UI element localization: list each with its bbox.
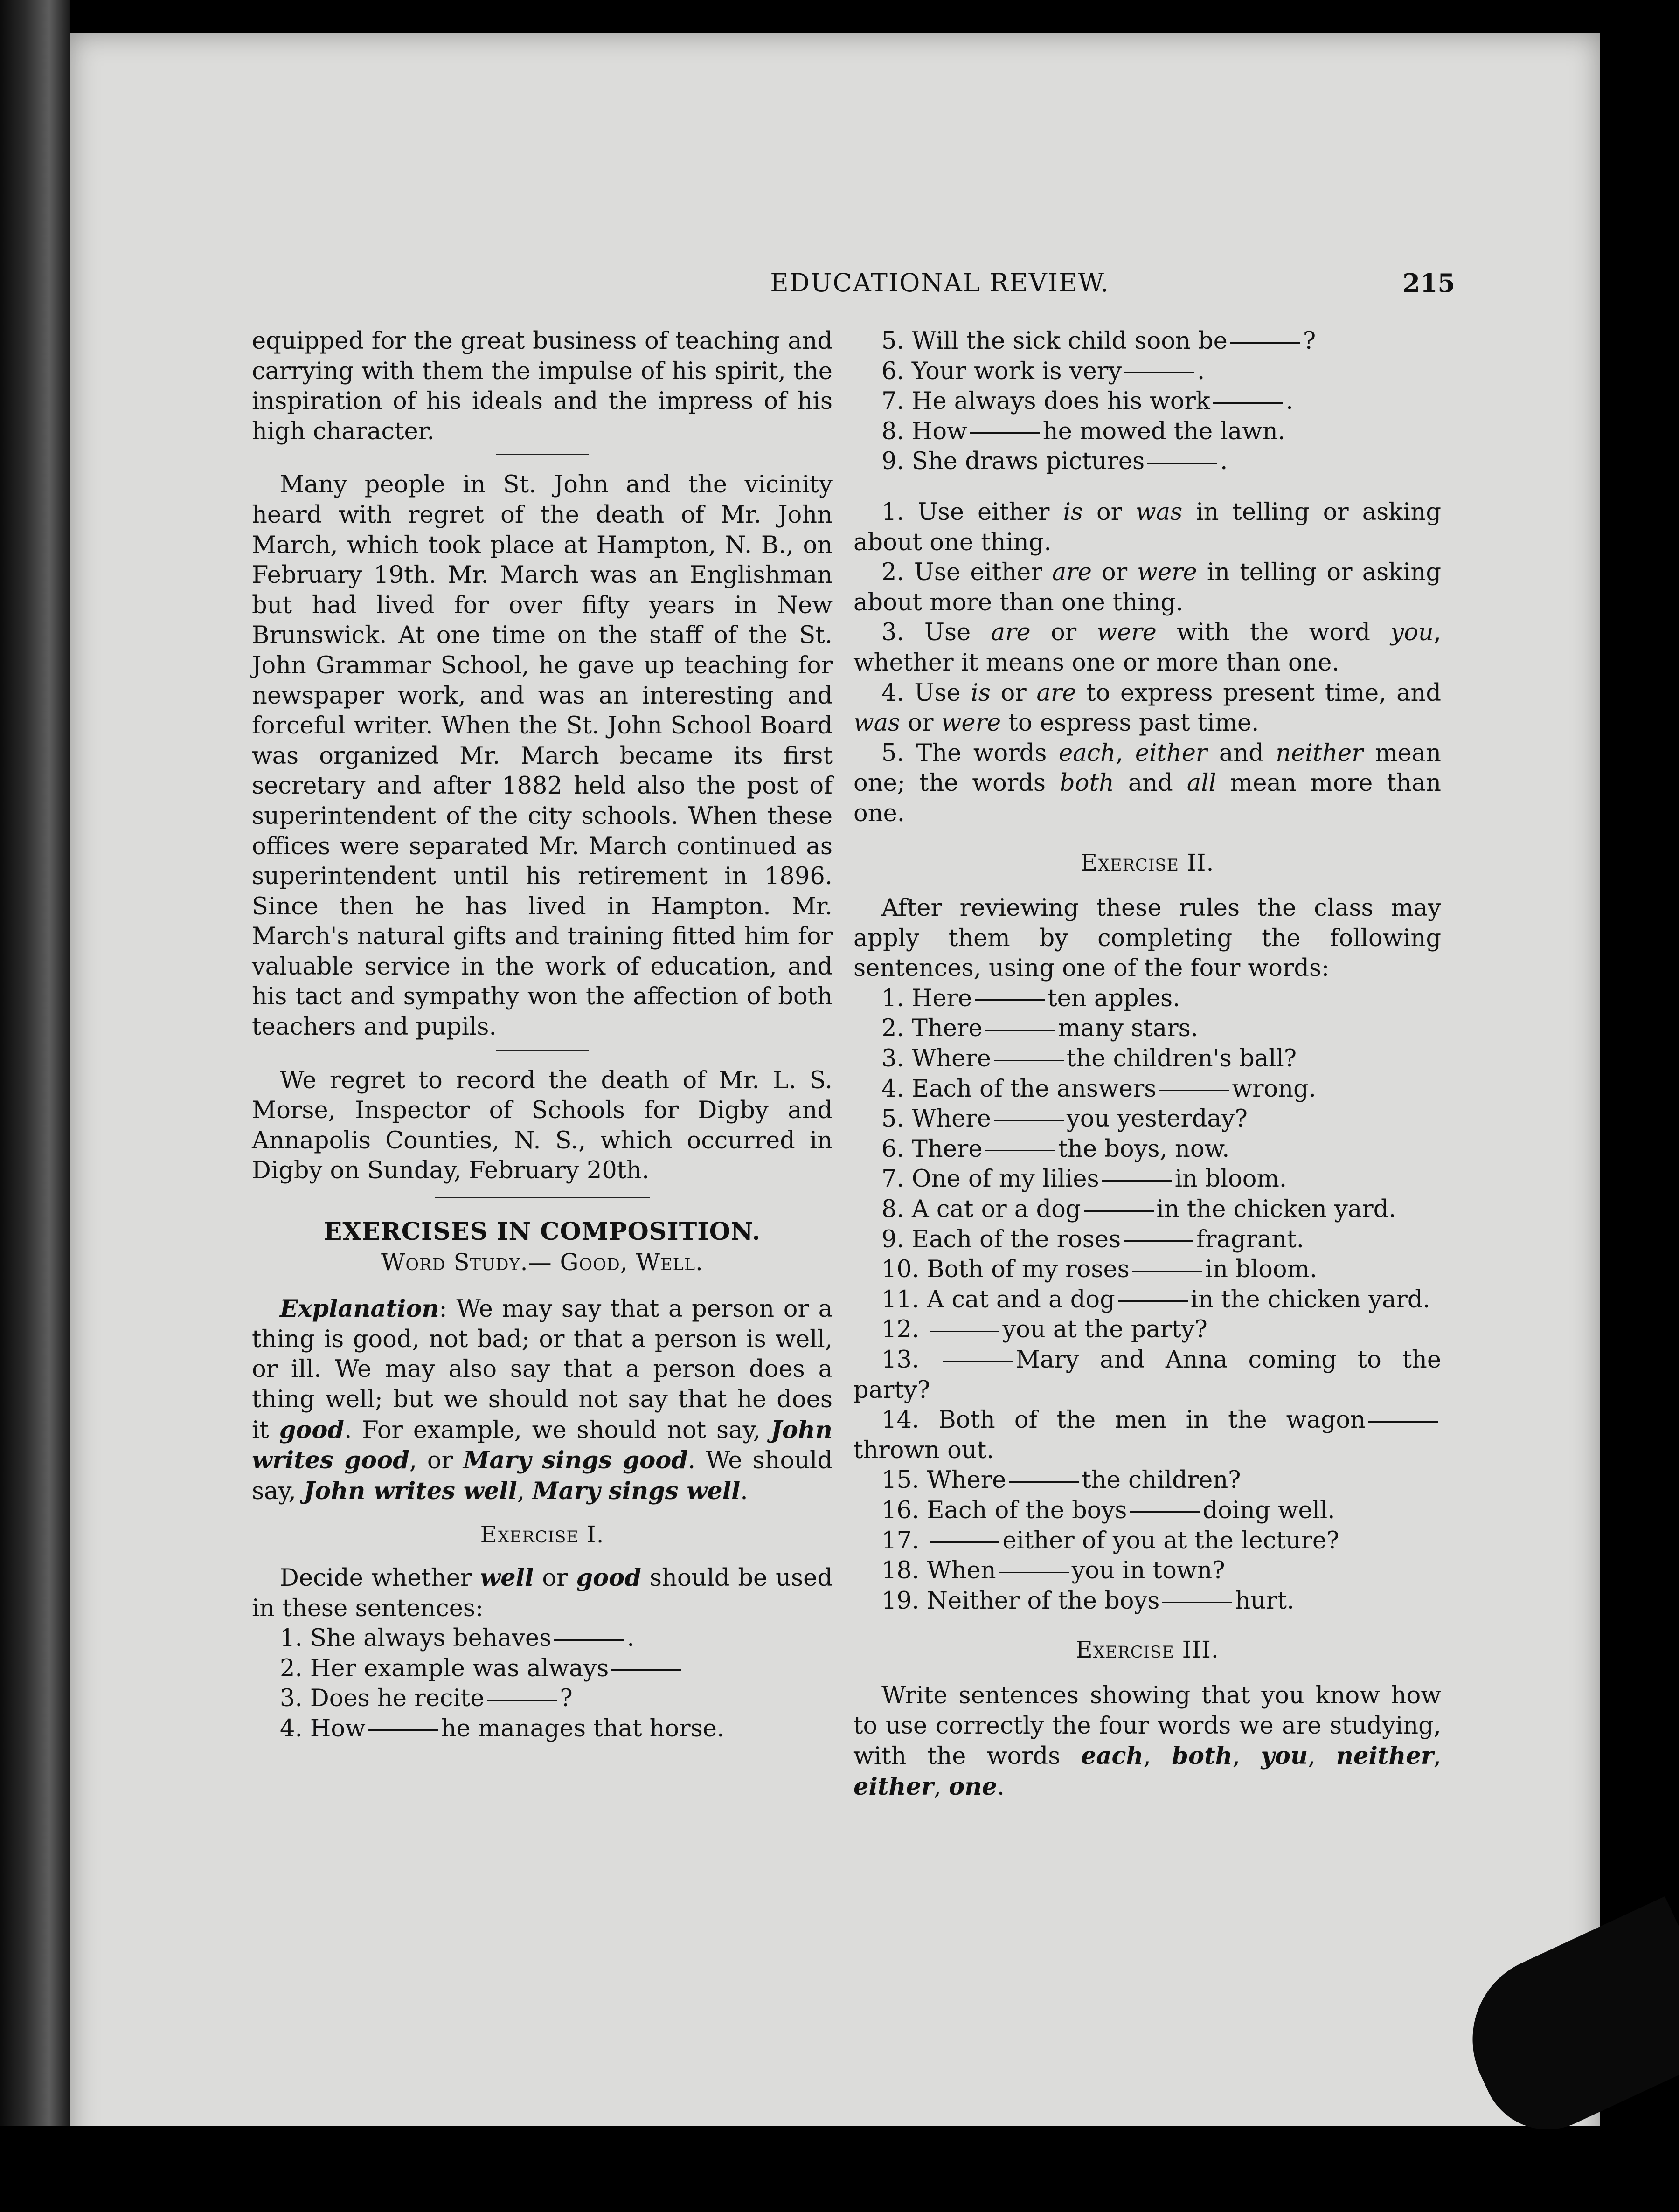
example-phrase: Mary sings good <box>463 1446 688 1475</box>
item-number: 12. <box>881 1316 920 1344</box>
explanation-text: . For example, we should not say, <box>344 1416 771 1444</box>
rule-word: was <box>853 709 901 737</box>
choice-word: well <box>480 1563 534 1592</box>
rule-word: were <box>1096 619 1157 647</box>
rule-word: was <box>1136 498 1183 526</box>
item-text: When <box>927 1557 996 1585</box>
item-text: Where <box>911 1105 991 1133</box>
rule-word: is <box>971 679 991 707</box>
explanation-text: , or <box>409 1447 463 1475</box>
item-text: There <box>911 1135 983 1163</box>
list-item <box>252 1714 833 1744</box>
answer-blank <box>1147 463 1217 464</box>
left-column <box>252 326 833 1744</box>
exercise-3-text: Write sentences showing that you know how to use correctly the four words we are studying, with the words each, both, you, neither, either, one. <box>853 1681 1441 1801</box>
answer-blank <box>1159 1090 1229 1091</box>
answer-blank <box>1230 342 1300 344</box>
rule-word: all <box>1186 769 1216 797</box>
exercise-text: . <box>997 1773 1005 1801</box>
item-number: 5. <box>881 327 904 355</box>
usage-rules <box>853 498 1441 829</box>
item-text: ? <box>1303 327 1316 355</box>
item-text: Neither of the boys <box>927 1587 1160 1615</box>
answer-blank <box>611 1669 681 1671</box>
item-text: . <box>1220 448 1228 476</box>
item-text: Both of my roses <box>927 1256 1130 1284</box>
rule-text: or <box>1082 498 1136 526</box>
example-phrase: John writes well <box>304 1477 517 1505</box>
paragraph-morse-obituary: We regret to record the death of Mr. L. S. Morse, Inspector of Schools for Digby and Annapolis Counties, N. S., which occurred in Digby on Sunday, February 20th. <box>252 1066 833 1185</box>
rule-item <box>853 498 1441 558</box>
rule-text: to espress past time. <box>1001 709 1259 737</box>
item-text: you yesterday? <box>1066 1105 1248 1133</box>
rule-text: Use <box>914 679 971 707</box>
page-header <box>653 268 1455 305</box>
explanation-text: . We should say, <box>252 1447 833 1505</box>
item-text: you at the party? <box>1002 1316 1207 1344</box>
item-text: ? <box>560 1685 573 1713</box>
list-item <box>853 1315 1441 1345</box>
item-number: 18. <box>881 1557 920 1585</box>
item-number: 3. <box>280 1685 303 1713</box>
target-word: both <box>1172 1742 1233 1770</box>
rule-text: or <box>990 679 1037 707</box>
rule-word: are <box>1036 679 1076 707</box>
rule-text: with the word <box>1156 619 1391 647</box>
item-text: in bloom. <box>1174 1165 1287 1193</box>
example-phrase: Mary sings well <box>532 1477 741 1505</box>
answer-blank <box>1130 1511 1200 1513</box>
answer-blank <box>970 432 1040 434</box>
rule-number: 3. <box>881 619 904 647</box>
explanation-text: . <box>740 1477 748 1505</box>
item-text: . <box>1197 357 1205 385</box>
item-number: 7. <box>881 1165 904 1193</box>
target-word: each <box>1081 1742 1144 1770</box>
rule-number: 4. <box>881 679 904 707</box>
answer-blank <box>985 1030 1055 1031</box>
rule-item <box>853 558 1441 618</box>
exercise-2-title: Exercise II. <box>1080 849 1214 876</box>
rule-word: are <box>1052 559 1092 587</box>
list-item <box>853 1496 1441 1526</box>
rule-number: 1. <box>881 498 904 526</box>
exercise-3-title: Exercise III. <box>1075 1636 1219 1664</box>
item-text: in the chicken yard. <box>1190 1286 1430 1313</box>
word-study-heading: Word Study.— Good, Well. <box>381 1248 703 1276</box>
example-phrase: John writes good <box>252 1416 833 1475</box>
item-number: 4. <box>280 1714 303 1742</box>
item-text: A cat or a dog <box>911 1196 1081 1224</box>
exercise-text: Write sentences showing that you know how to use correctly the four words we are studying, with the words <box>853 1681 1441 1770</box>
list-item <box>853 326 1441 357</box>
example-word: good <box>279 1416 345 1444</box>
explanation-label: Explanation <box>280 1295 439 1323</box>
rule-item <box>853 739 1441 829</box>
answer-blank <box>1102 1180 1172 1182</box>
list-item <box>853 1074 1441 1105</box>
item-text: . <box>1285 387 1294 415</box>
item-text: he manages that horse. <box>441 1714 725 1742</box>
list-item <box>853 1465 1441 1496</box>
rule-text: , whether it means one or more than one. <box>853 619 1442 677</box>
explanation-text: : We may say that a person or a thing is good, not bad; or that a person is well, or ill. We may also say that a person does a thing well; but we should not say that he does it <box>252 1295 833 1444</box>
book-spine <box>0 0 70 2212</box>
item-number: 10. <box>881 1256 920 1284</box>
rule-text: mean one; the words <box>853 739 1441 797</box>
item-text: in bloom. <box>1205 1256 1318 1284</box>
exercise-1-list-continued <box>853 326 1441 477</box>
page-number: 215 <box>1402 268 1455 298</box>
rule-item <box>853 618 1441 678</box>
item-number: 4. <box>881 1075 904 1103</box>
item-number: 8. <box>881 417 904 445</box>
rule-item <box>853 678 1441 739</box>
item-number: 1. <box>280 1624 303 1652</box>
item-number: 5. <box>881 1105 904 1133</box>
target-word: either <box>853 1772 934 1801</box>
item-number: 14. <box>881 1406 920 1434</box>
item-text: many stars. <box>1058 1015 1198 1043</box>
item-number: 1. <box>881 984 904 1012</box>
rule-text: or <box>900 709 941 737</box>
item-text: She draws pictures <box>911 448 1145 476</box>
rule-text: and <box>1207 739 1276 767</box>
target-word: neither <box>1336 1742 1434 1770</box>
list-item <box>853 387 1441 417</box>
item-text: doing well. <box>1202 1496 1335 1524</box>
list-item <box>853 1134 1441 1165</box>
divider <box>496 454 589 455</box>
item-number: 2. <box>280 1654 303 1682</box>
rule-word: both <box>1060 769 1114 797</box>
paragraph-continued: equipped for the great business of teaching and carrying with them the impulse of his spirit, the inspiration of his ideals and the impress of his high character. <box>252 327 833 445</box>
target-word: one <box>949 1772 997 1801</box>
rule-word: are <box>991 619 1031 647</box>
list-item <box>252 1684 833 1714</box>
divider <box>435 1197 650 1198</box>
item-text: One of my lilies <box>911 1165 1099 1193</box>
rule-text: to express present time, and <box>1076 679 1441 707</box>
answer-blank <box>975 999 1045 1001</box>
item-number: 3. <box>881 1045 904 1073</box>
intro-text: Decide whether <box>280 1564 480 1592</box>
answer-blank <box>1124 372 1194 373</box>
item-number: 19. <box>881 1587 920 1615</box>
rule-word: were <box>1137 559 1197 587</box>
rule-number: 5. <box>881 739 904 767</box>
list-item <box>853 1104 1441 1134</box>
answer-blank <box>1009 1481 1079 1483</box>
list-item <box>853 1405 1441 1465</box>
item-text: Does he recite <box>310 1685 485 1713</box>
item-number: 13. <box>881 1346 920 1374</box>
item-text: in the chicken yard. <box>1156 1196 1396 1224</box>
list-item <box>853 1044 1441 1074</box>
answer-blank <box>985 1150 1055 1151</box>
item-text: he mowed the lawn. <box>1042 417 1285 445</box>
item-number: 9. <box>881 1225 904 1253</box>
item-text: Here <box>911 984 972 1012</box>
list-item <box>853 1225 1441 1255</box>
answer-blank <box>1162 1602 1232 1603</box>
item-text: Your work is very <box>911 357 1122 385</box>
explanation-text: , <box>517 1477 533 1505</box>
item-text: Will the sick child soon be <box>911 327 1228 355</box>
item-text: How <box>911 417 967 445</box>
answer-blank <box>1124 1240 1193 1242</box>
item-text: Where <box>911 1045 991 1073</box>
list-item <box>853 357 1441 387</box>
list-item <box>853 1556 1441 1586</box>
answer-blank <box>1132 1271 1202 1272</box>
rule-word: were <box>941 709 1001 737</box>
list-item <box>252 1624 833 1654</box>
list-item <box>853 1164 1441 1195</box>
intro-text: or <box>534 1564 576 1592</box>
rule-text: or <box>1030 619 1097 647</box>
exercise-2-list <box>853 984 1441 1616</box>
target-word: you <box>1261 1742 1308 1770</box>
item-number: 17. <box>881 1527 920 1555</box>
rule-text: Use <box>924 619 991 647</box>
item-number: 2. <box>881 1015 904 1043</box>
spacer <box>853 477 1441 498</box>
item-text: She always behaves <box>310 1624 552 1652</box>
item-text: Each of the answers <box>911 1075 1157 1103</box>
item-number: 15. <box>881 1466 920 1494</box>
rule-text: Use either <box>917 498 1063 526</box>
item-number: 11. <box>881 1286 920 1313</box>
answer-blank <box>1084 1210 1154 1212</box>
rule-word: is <box>1063 498 1083 526</box>
item-text: Where <box>927 1466 1006 1494</box>
item-text: Her example was always <box>310 1654 609 1682</box>
exercise-1-title: Exercise I. <box>480 1521 604 1548</box>
exercise-2-intro: After reviewing these rules the class may apply them by completing the following sentences, using one of the four words: <box>853 894 1441 982</box>
rule-word: you <box>1390 619 1434 647</box>
running-head: EDUCATIONAL REVIEW. <box>770 268 1110 297</box>
item-text: There <box>911 1015 983 1043</box>
rule-text: and <box>1114 769 1187 797</box>
item-text: Mary and Anna coming to the party? <box>853 1346 1441 1404</box>
list-item <box>853 984 1441 1014</box>
paragraph-march-obituary: Many people in St. John and the vicinity heard with regret of the death of Mr. John March, which took place at Hampton, N. B., on February 19th. Mr. March was an Englishman but had lived for over fifty years in New Brunswick. At one time on the staff of the St. John Grammar School, he gave up teaching for newspaper work, and was an interesting and forceful writer. When the St. John School Board was organized Mr. March became its first secretary and after 1882 held also the post of superintendent of the city schools. When these offices were separated Mr. March continued as superintendent until his retirement in 1896. Since then he has lived in Hampton. Mr. March's natural gifts and training fitted him for valuable service in the work of education, and his tact and sympathy won the affection of both teachers and pupils. <box>252 471 833 1041</box>
list-item <box>853 1345 1441 1405</box>
rule-text: in telling or asking about more than one thing. <box>853 559 1441 616</box>
answer-blank <box>368 1729 438 1731</box>
item-text: the children's ball? <box>1066 1045 1297 1073</box>
item-number: 8. <box>881 1196 904 1224</box>
section-title: EXERCISES IN COMPOSITION. <box>323 1217 761 1246</box>
divider <box>496 1050 589 1051</box>
answer-blank <box>554 1639 624 1641</box>
item-text: He always does his work <box>911 387 1210 415</box>
scan-shadow <box>0 2126 1679 2212</box>
answer-blank <box>930 1541 999 1543</box>
answer-blank <box>1213 402 1283 404</box>
rule-text: , <box>1116 739 1135 767</box>
list-item <box>853 1195 1441 1225</box>
list-item <box>252 1654 833 1684</box>
rule-text: or <box>1091 559 1138 587</box>
rule-text: The words <box>916 739 1059 767</box>
list-item <box>853 447 1441 477</box>
answer-blank <box>994 1120 1064 1121</box>
item-number: 7. <box>881 387 904 415</box>
answer-blank <box>999 1572 1069 1573</box>
rule-number: 2. <box>881 559 904 587</box>
item-text: Both of the men in the wagon <box>938 1406 1366 1434</box>
answer-blank <box>1368 1421 1438 1423</box>
list-item <box>853 1285 1441 1315</box>
exercise-1-list <box>252 1624 833 1744</box>
item-number: 6. <box>881 357 904 385</box>
item-text: hurt. <box>1235 1587 1295 1615</box>
rule-word: each <box>1059 739 1116 767</box>
item-text: . <box>627 1624 635 1652</box>
item-text: thrown out. <box>853 1436 994 1464</box>
explanation-paragraph <box>252 1294 833 1507</box>
list-item <box>853 1255 1441 1285</box>
item-number: 16. <box>881 1496 920 1524</box>
item-text: wrong. <box>1232 1075 1316 1103</box>
item-text: Each of the roses <box>911 1225 1121 1253</box>
item-text: fragrant. <box>1196 1225 1304 1253</box>
item-text: ten apples. <box>1048 984 1180 1012</box>
list-item <box>853 1526 1441 1556</box>
item-text: you in town? <box>1071 1557 1225 1585</box>
item-number: 6. <box>881 1135 904 1163</box>
item-text: Each of the boys <box>927 1496 1127 1524</box>
intro-text: should be used in these sentences: <box>252 1564 833 1622</box>
item-text: either of you at the lecture? <box>1002 1527 1339 1555</box>
answer-blank <box>994 1060 1064 1061</box>
list-item <box>853 417 1441 447</box>
list-item <box>853 1014 1441 1044</box>
item-number: 9. <box>881 448 904 476</box>
rule-text: in telling or asking about one thing. <box>853 498 1441 556</box>
item-text: the children? <box>1082 1466 1241 1494</box>
rule-text: mean more than one. <box>853 769 1441 827</box>
list-item <box>853 1586 1441 1617</box>
choice-word: good <box>576 1563 641 1592</box>
exercise-1-intro <box>252 1563 833 1624</box>
item-text: A cat and a dog <box>927 1286 1115 1313</box>
rule-word: neither <box>1276 739 1363 767</box>
answer-blank <box>487 1700 557 1701</box>
right-column <box>853 326 1441 1802</box>
rule-word: either <box>1135 739 1207 767</box>
item-text: How <box>310 1714 366 1742</box>
answer-blank <box>1118 1300 1188 1302</box>
answer-blank <box>930 1331 999 1332</box>
answer-blank <box>943 1361 1013 1362</box>
rule-text: Use either <box>914 559 1052 587</box>
item-text: the boys, now. <box>1058 1135 1230 1163</box>
